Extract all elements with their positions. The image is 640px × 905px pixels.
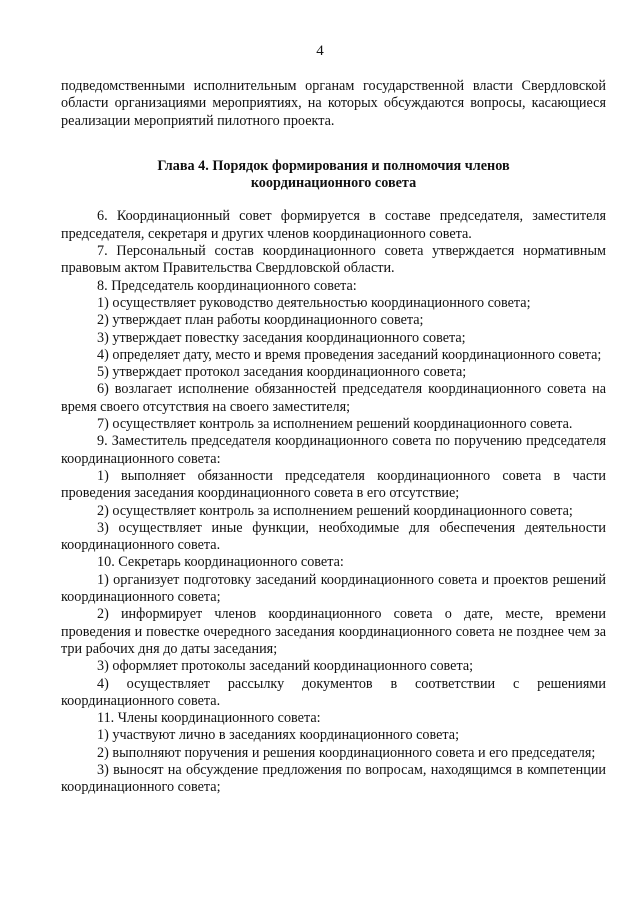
paragraph-11-item-1: 1) участвуют лично в заседаниях координационного совета;	[97, 727, 460, 744]
chapter-heading	[61, 158, 606, 193]
paragraph-11-item-3: 3) выносят на обсуждение предложения по вопросам, находящимся в компетенции координационного совета;	[61, 761, 606, 796]
paragraph-6: 6. Координационный совет формируется в составе председателя, заместителя председателя, секретаря и других членов координационного совета.	[61, 208, 606, 242]
paragraph-10-item-3: 3) оформляет протоколы заседаний координационного совета;	[97, 658, 474, 675]
paragraph-10-item-4: 4) осуществляет рассылку документов в соответствии с решениями координационного совета.	[61, 675, 606, 709]
page-number: 4	[316, 43, 324, 59]
chapter-heading-line-1: Глава 4. Порядок формирования и полномочия членов	[157, 157, 510, 174]
paragraph-8: 8. Председатель координационного совета:	[97, 277, 357, 294]
paragraph-8-item-4: 4) определяет дату, место и время проведения заседаний координационного совета;	[97, 346, 602, 363]
paragraph-10-item-1: 1) организует подготовку заседаний координационного совета и проектов решений координационного совета;	[61, 571, 606, 606]
paragraph-7: 7. Персональный состав координационного совета утверждается нормативным правовым актом Правительства Свердловской области.	[61, 243, 606, 277]
paragraph-8-item-2: 2) утверждает план работы координационного совета;	[97, 312, 424, 329]
paragraph-10-item-2: 2) информирует членов координационного совета о дате, месте, времени проведения и повестке очередного заседания координационного совета не позднее чем за три рабочих дня до даты заседания;	[61, 606, 606, 657]
paragraph-10: 10. Секретарь координационного совета:	[97, 554, 344, 571]
paragraph-8-item-5: 5) утверждает протокол заседания координационного совета;	[97, 364, 467, 381]
chapter-heading-line-2: координационного совета	[250, 175, 417, 192]
paragraph-8-item-7: 7) осуществляет контроль за исполнением решений координационного совета.	[97, 416, 573, 433]
paragraph-9-item-1: 1) выполняет обязанности председателя координационного совета в части проведения заседания координационного совета в его отсутствие;	[61, 467, 606, 502]
paragraph-8-item-3: 3) утверждает повестку заседания координационного совета;	[97, 329, 466, 346]
paragraph-9-item-3: 3) осуществляет иные функции, необходимые для обеспечения деятельности координационного совета.	[61, 519, 606, 554]
paragraph-8-item-6: 6) возлагает исполнение обязанностей председателя координационного совета на время своего отсутствия на своего заместителя;	[61, 381, 606, 415]
paragraph-9: 9. Заместитель председателя координационного совета по поручению председателя координационного совета:	[61, 433, 606, 467]
intro-paragraph: подведомственными исполнительным органам государственной власти Свердловской области организациями мероприятиях, на которых обсуждаются вопросы, касающиеся реализации мероприятий пилотного проекта.	[61, 78, 606, 129]
paragraph-11-item-2: 2) выполняют поручения и решения координационного совета и его председателя;	[97, 744, 596, 761]
paragraph-11: 11. Члены координационного совета:	[97, 710, 321, 727]
paragraph-8-item-1: 1) осуществляет руководство деятельностью координационного совета;	[97, 294, 531, 311]
paragraph-9-item-2: 2) осуществляет контроль за исполнением решений координационного совета;	[97, 502, 573, 519]
document-body	[61, 78, 606, 797]
